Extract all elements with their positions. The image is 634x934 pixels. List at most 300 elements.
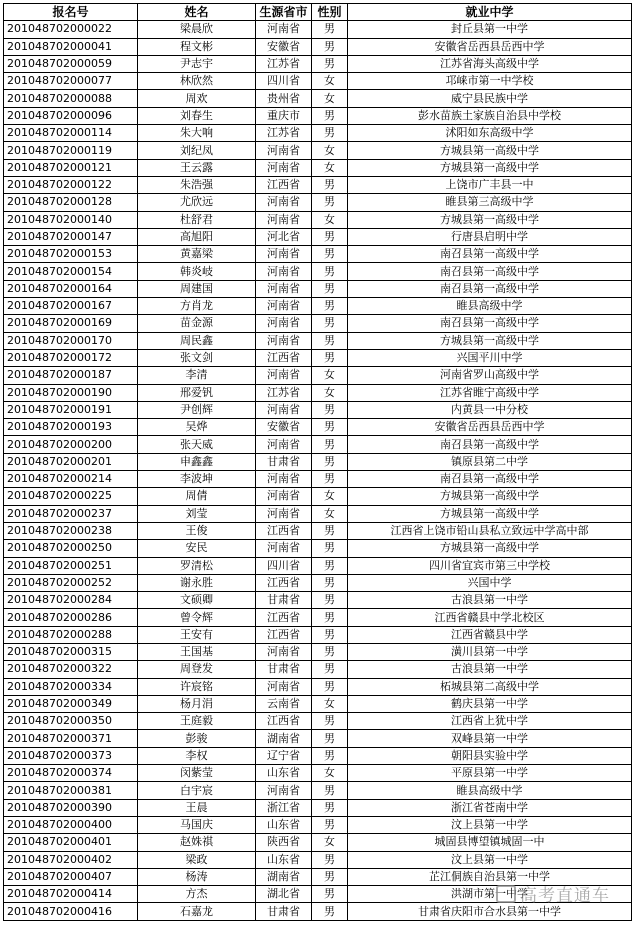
cell-province: 湖南省 (256, 868, 312, 885)
cell-school: 洪湖市第一中学 (348, 886, 632, 903)
table-row (4, 626, 632, 643)
cell-gender: 男 (312, 38, 348, 55)
cell-name: 曾令辉 (138, 609, 256, 626)
cell-gender: 男 (312, 55, 348, 72)
cell-id: 201048702000322 (4, 661, 138, 678)
cell-id: 201048702000251 (4, 557, 138, 574)
cell-province: 江西省 (256, 522, 312, 539)
cell-gender: 男 (312, 868, 348, 885)
cell-id: 201048702000059 (4, 55, 138, 72)
cell-name: 周建国 (138, 280, 256, 297)
cell-id: 201048702000373 (4, 747, 138, 764)
cell-province: 甘肃省 (256, 903, 312, 920)
admission-table (3, 3, 632, 921)
cell-province: 河南省 (256, 505, 312, 522)
cell-gender: 男 (312, 678, 348, 695)
cell-school: 柘城县第二高级中学 (348, 678, 632, 695)
cell-gender: 男 (312, 782, 348, 799)
cell-school: 南召县第一高级中学 (348, 315, 632, 332)
table-row (4, 263, 632, 280)
table-row (4, 643, 632, 660)
cell-id: 201048702000201 (4, 453, 138, 470)
header-gender: 性别 (312, 4, 348, 21)
table-row (4, 713, 632, 730)
header-id: 报名号 (4, 4, 138, 21)
cell-school: 汶上县第一中学 (348, 851, 632, 868)
cell-name: 高旭阳 (138, 228, 256, 245)
cell-gender: 女 (312, 159, 348, 176)
cell-name: 马国庆 (138, 816, 256, 833)
table-row (4, 159, 632, 176)
cell-name: 刘纪凤 (138, 142, 256, 159)
cell-name: 尹创辉 (138, 401, 256, 418)
cell-id: 201048702000250 (4, 540, 138, 557)
table-row (4, 332, 632, 349)
table-row (4, 55, 632, 72)
cell-province: 甘肃省 (256, 453, 312, 470)
table-row (4, 90, 632, 107)
table-row (4, 730, 632, 747)
cell-name: 周倩 (138, 488, 256, 505)
cell-id: 201048702000193 (4, 419, 138, 436)
table-row (4, 765, 632, 782)
cell-gender: 女 (312, 367, 348, 384)
table-row (4, 522, 632, 539)
watermark-text: 高考直通车 (520, 886, 610, 906)
cell-id: 201048702000169 (4, 315, 138, 332)
cell-id: 201048702000334 (4, 678, 138, 695)
table-row (4, 661, 632, 678)
cell-name: 王晨 (138, 799, 256, 816)
table-row (4, 211, 632, 228)
cell-id: 201048702000164 (4, 280, 138, 297)
cell-id: 201048702000350 (4, 713, 138, 730)
cell-school: 四川省宜宾市第三中学校 (348, 557, 632, 574)
cell-id: 201048702000284 (4, 592, 138, 609)
cell-school: 江西省上饶市铅山县私立致远中学高中部 (348, 522, 632, 539)
table-row (4, 436, 632, 453)
cell-province: 河南省 (256, 298, 312, 315)
table-row (4, 782, 632, 799)
cell-province: 河南省 (256, 436, 312, 453)
header-school: 就业中学 (348, 4, 632, 21)
cell-province: 河南省 (256, 332, 312, 349)
cell-province: 江苏省 (256, 384, 312, 401)
cell-school: 封丘县第一中学 (348, 21, 632, 38)
cell-gender: 男 (312, 540, 348, 557)
cell-school: 沭阳如东高级中学 (348, 125, 632, 142)
cell-province: 河南省 (256, 280, 312, 297)
cell-gender: 男 (312, 816, 348, 833)
table-row (4, 505, 632, 522)
cell-name: 黄嘉梁 (138, 246, 256, 263)
cell-name: 李权 (138, 747, 256, 764)
cell-gender: 女 (312, 695, 348, 712)
table-row (4, 384, 632, 401)
cell-school: 城固县博望镇城固一中 (348, 834, 632, 851)
cell-school: 鹤庆县第一中学 (348, 695, 632, 712)
cell-gender: 男 (312, 315, 348, 332)
cell-province: 甘肃省 (256, 592, 312, 609)
cell-gender: 男 (312, 349, 348, 366)
cell-school: 睢县第三高级中学 (348, 194, 632, 211)
cell-province: 河南省 (256, 211, 312, 228)
cell-school: 芷江侗族自治县第一中学 (348, 868, 632, 885)
cell-province: 辽宁省 (256, 747, 312, 764)
cell-province: 江西省 (256, 626, 312, 643)
cell-school: 方城县第一高级中学 (348, 211, 632, 228)
cell-gender: 男 (312, 574, 348, 591)
table-row (4, 488, 632, 505)
table-row (4, 228, 632, 245)
cell-name: 赵姝祺 (138, 834, 256, 851)
cell-name: 梁政 (138, 851, 256, 868)
cell-name: 李波坤 (138, 471, 256, 488)
cell-name: 白宇宸 (138, 782, 256, 799)
cell-name: 苗金源 (138, 315, 256, 332)
cell-gender: 男 (312, 125, 348, 142)
cell-gender: 男 (312, 436, 348, 453)
table-row (4, 298, 632, 315)
cell-id: 201048702000414 (4, 886, 138, 903)
cell-id: 201048702000238 (4, 522, 138, 539)
cell-province: 山东省 (256, 816, 312, 833)
cell-id: 201048702000077 (4, 73, 138, 90)
cell-id: 201048702000349 (4, 695, 138, 712)
cell-gender: 男 (312, 886, 348, 903)
table-row (4, 592, 632, 609)
chat-bubble-icon (496, 885, 516, 903)
cell-province: 河北省 (256, 228, 312, 245)
cell-name: 朱大响 (138, 125, 256, 142)
cell-province: 河南省 (256, 194, 312, 211)
cell-name: 周登发 (138, 661, 256, 678)
cell-name: 刘春生 (138, 107, 256, 124)
table-row (4, 73, 632, 90)
cell-id: 201048702000167 (4, 298, 138, 315)
cell-gender: 男 (312, 661, 348, 678)
table-row (4, 609, 632, 626)
cell-gender: 男 (312, 626, 348, 643)
cell-gender: 男 (312, 401, 348, 418)
table-row (4, 125, 632, 142)
cell-school: 睢县高级中学 (348, 782, 632, 799)
cell-name: 吴烨 (138, 419, 256, 436)
cell-province: 河南省 (256, 401, 312, 418)
table-row (4, 540, 632, 557)
table-row (4, 280, 632, 297)
cell-id: 201048702000400 (4, 816, 138, 833)
cell-province: 河南省 (256, 488, 312, 505)
cell-school: 平原县第一中学 (348, 765, 632, 782)
cell-school: 江西省赣县中学 (348, 626, 632, 643)
cell-school: 方城县第一高级中学 (348, 505, 632, 522)
cell-name: 周欢 (138, 90, 256, 107)
cell-province: 安徽省 (256, 419, 312, 436)
table-row (4, 747, 632, 764)
cell-province: 河南省 (256, 246, 312, 263)
cell-province: 河南省 (256, 782, 312, 799)
cell-name: 林欣然 (138, 73, 256, 90)
table-row (4, 38, 632, 55)
cell-province: 江西省 (256, 574, 312, 591)
cell-gender: 男 (312, 246, 348, 263)
cell-gender: 男 (312, 799, 348, 816)
cell-name: 尤欣远 (138, 194, 256, 211)
cell-name: 王云露 (138, 159, 256, 176)
cell-id: 201048702000153 (4, 246, 138, 263)
cell-school: 彭水苗族土家族自治县中学校 (348, 107, 632, 124)
cell-school: 邛崃市第一中学校 (348, 73, 632, 90)
cell-name: 王俊 (138, 522, 256, 539)
cell-province: 安徽省 (256, 38, 312, 55)
cell-id: 201048702000121 (4, 159, 138, 176)
cell-gender: 男 (312, 107, 348, 124)
cell-gender: 女 (312, 73, 348, 90)
cell-gender: 男 (312, 903, 348, 920)
table-row (4, 367, 632, 384)
table-row (4, 574, 632, 591)
cell-school: 南召县第一高级中学 (348, 263, 632, 280)
cell-id: 201048702000147 (4, 228, 138, 245)
cell-id: 201048702000119 (4, 142, 138, 159)
cell-id: 201048702000214 (4, 471, 138, 488)
table-row (4, 401, 632, 418)
cell-gender: 男 (312, 730, 348, 747)
cell-province: 河南省 (256, 367, 312, 384)
header-row (4, 4, 632, 21)
table-row (4, 194, 632, 211)
cell-id: 201048702000390 (4, 799, 138, 816)
cell-id: 201048702000088 (4, 90, 138, 107)
cell-name: 闵紫莹 (138, 765, 256, 782)
cell-gender: 男 (312, 522, 348, 539)
cell-name: 许宸铭 (138, 678, 256, 695)
table-row (4, 678, 632, 695)
cell-province: 江苏省 (256, 55, 312, 72)
cell-province: 甘肃省 (256, 661, 312, 678)
table-row (4, 471, 632, 488)
cell-school: 河南省罗山高级中学 (348, 367, 632, 384)
cell-id: 201048702000286 (4, 609, 138, 626)
cell-name: 张天威 (138, 436, 256, 453)
cell-school: 兴国平川中学 (348, 349, 632, 366)
cell-school: 南召县第一高级中学 (348, 471, 632, 488)
cell-school: 方城县第一高级中学 (348, 540, 632, 557)
cell-gender: 男 (312, 332, 348, 349)
cell-id: 201048702000416 (4, 903, 138, 920)
cell-gender: 男 (312, 851, 348, 868)
cell-province: 陕西省 (256, 834, 312, 851)
cell-province: 河南省 (256, 159, 312, 176)
cell-id: 201048702000200 (4, 436, 138, 453)
cell-school: 江西省上犹中学 (348, 713, 632, 730)
table-row (4, 349, 632, 366)
cell-id: 201048702000237 (4, 505, 138, 522)
cell-id: 201048702000315 (4, 643, 138, 660)
cell-id: 201048702000170 (4, 332, 138, 349)
cell-id: 201048702000154 (4, 263, 138, 280)
cell-name: 杨月涓 (138, 695, 256, 712)
table-row (4, 557, 632, 574)
cell-id: 201048702000096 (4, 107, 138, 124)
cell-id: 201048702000187 (4, 367, 138, 384)
cell-province: 江西省 (256, 713, 312, 730)
cell-gender: 男 (312, 176, 348, 193)
cell-gender: 男 (312, 557, 348, 574)
table-row (4, 799, 632, 816)
cell-school: 南召县第一高级中学 (348, 436, 632, 453)
cell-name: 申鑫鑫 (138, 453, 256, 470)
cell-id: 201048702000225 (4, 488, 138, 505)
cell-gender: 男 (312, 453, 348, 470)
cell-school: 安徽省岳西县岳西中学 (348, 38, 632, 55)
cell-name: 梁晨欣 (138, 21, 256, 38)
cell-province: 江苏省 (256, 125, 312, 142)
cell-id: 201048702000128 (4, 194, 138, 211)
cell-gender: 女 (312, 384, 348, 401)
cell-province: 江西省 (256, 609, 312, 626)
cell-id: 201048702000252 (4, 574, 138, 591)
cell-name: 方肖龙 (138, 298, 256, 315)
cell-school: 江苏省海头高级中学 (348, 55, 632, 72)
cell-gender: 男 (312, 592, 348, 609)
cell-province: 河南省 (256, 471, 312, 488)
cell-gender: 男 (312, 298, 348, 315)
cell-name: 王庭毅 (138, 713, 256, 730)
header-name: 姓名 (138, 4, 256, 21)
cell-gender: 女 (312, 505, 348, 522)
cell-school: 安徽省岳西县岳西中学 (348, 419, 632, 436)
table-row (4, 816, 632, 833)
cell-name: 文硕卿 (138, 592, 256, 609)
cell-id: 201048702000402 (4, 851, 138, 868)
cell-gender: 男 (312, 471, 348, 488)
cell-id: 201048702000022 (4, 21, 138, 38)
cell-school: 甘肃省庆阳市合水县第一中学 (348, 903, 632, 920)
cell-gender: 男 (312, 263, 348, 280)
cell-gender: 男 (312, 609, 348, 626)
cell-gender: 男 (312, 713, 348, 730)
cell-id: 201048702000381 (4, 782, 138, 799)
cell-id: 201048702000374 (4, 765, 138, 782)
cell-id: 201048702000041 (4, 38, 138, 55)
cell-province: 重庆市 (256, 107, 312, 124)
cell-gender: 女 (312, 765, 348, 782)
cell-gender: 女 (312, 488, 348, 505)
cell-name: 方杰 (138, 886, 256, 903)
cell-province: 云南省 (256, 695, 312, 712)
cell-school: 古浪县第一中学 (348, 661, 632, 678)
cell-school: 古浪县第一中学 (348, 592, 632, 609)
cell-province: 河南省 (256, 21, 312, 38)
cell-name: 朱浩强 (138, 176, 256, 193)
cell-id: 201048702000190 (4, 384, 138, 401)
cell-province: 湖北省 (256, 886, 312, 903)
cell-school: 内黄县一中分校 (348, 401, 632, 418)
cell-gender: 女 (312, 90, 348, 107)
cell-id: 201048702000401 (4, 834, 138, 851)
cell-id: 201048702000407 (4, 868, 138, 885)
cell-school: 镇原县第二中学 (348, 453, 632, 470)
cell-school: 方城县第一高级中学 (348, 159, 632, 176)
cell-name: 刘莹 (138, 505, 256, 522)
cell-province: 河南省 (256, 678, 312, 695)
cell-province: 河南省 (256, 263, 312, 280)
cell-school: 双峰县第一中学 (348, 730, 632, 747)
cell-gender: 男 (312, 228, 348, 245)
cell-school: 上饶市广丰县一中 (348, 176, 632, 193)
cell-province: 山东省 (256, 765, 312, 782)
table-row (4, 851, 632, 868)
table-row (4, 419, 632, 436)
cell-gender: 男 (312, 747, 348, 764)
table-row (4, 246, 632, 263)
cell-name: 张文剑 (138, 349, 256, 366)
cell-school: 睢县高级中学 (348, 298, 632, 315)
cell-school: 汶上县第一中学 (348, 816, 632, 833)
cell-province: 湖南省 (256, 730, 312, 747)
cell-id: 201048702000191 (4, 401, 138, 418)
cell-name: 彭骏 (138, 730, 256, 747)
cell-province: 江西省 (256, 176, 312, 193)
cell-name: 安民 (138, 540, 256, 557)
cell-name: 周民鑫 (138, 332, 256, 349)
table-row (4, 21, 632, 38)
cell-school: 南召县第一高级中学 (348, 280, 632, 297)
cell-school: 浙江省苍南中学 (348, 799, 632, 816)
cell-name: 尹志宇 (138, 55, 256, 72)
cell-school: 行唐县启明中学 (348, 228, 632, 245)
cell-name: 罗清松 (138, 557, 256, 574)
cell-name: 谢永胜 (138, 574, 256, 591)
cell-id: 201048702000114 (4, 125, 138, 142)
cell-gender: 女 (312, 142, 348, 159)
cell-province: 贵州省 (256, 90, 312, 107)
cell-school: 潢川县第一中学 (348, 643, 632, 660)
cell-gender: 女 (312, 211, 348, 228)
cell-school: 方城县第一高级中学 (348, 332, 632, 349)
cell-name: 王安有 (138, 626, 256, 643)
cell-school: 威宁县民族中学 (348, 90, 632, 107)
cell-name: 王国基 (138, 643, 256, 660)
table-row (4, 834, 632, 851)
cell-province: 河南省 (256, 142, 312, 159)
cell-school: 方城县第一高级中学 (348, 142, 632, 159)
cell-school: 江苏省睢宁高级中学 (348, 384, 632, 401)
watermark (496, 881, 610, 906)
cell-id: 201048702000371 (4, 730, 138, 747)
cell-school: 方城县第一高级中学 (348, 488, 632, 505)
cell-province: 河南省 (256, 643, 312, 660)
cell-name: 杜舒君 (138, 211, 256, 228)
cell-id: 201048702000140 (4, 211, 138, 228)
cell-name: 杨涛 (138, 868, 256, 885)
cell-gender: 男 (312, 21, 348, 38)
cell-id: 201048702000122 (4, 176, 138, 193)
header-province: 生源省市 (256, 4, 312, 21)
cell-school: 兴国中学 (348, 574, 632, 591)
cell-gender: 男 (312, 419, 348, 436)
cell-school: 江西省赣县中学北校区 (348, 609, 632, 626)
cell-name: 程文彬 (138, 38, 256, 55)
cell-province: 四川省 (256, 73, 312, 90)
cell-province: 河南省 (256, 540, 312, 557)
table-row (4, 695, 632, 712)
table-row (4, 453, 632, 470)
cell-name: 李清 (138, 367, 256, 384)
cell-name: 韩炎岐 (138, 263, 256, 280)
